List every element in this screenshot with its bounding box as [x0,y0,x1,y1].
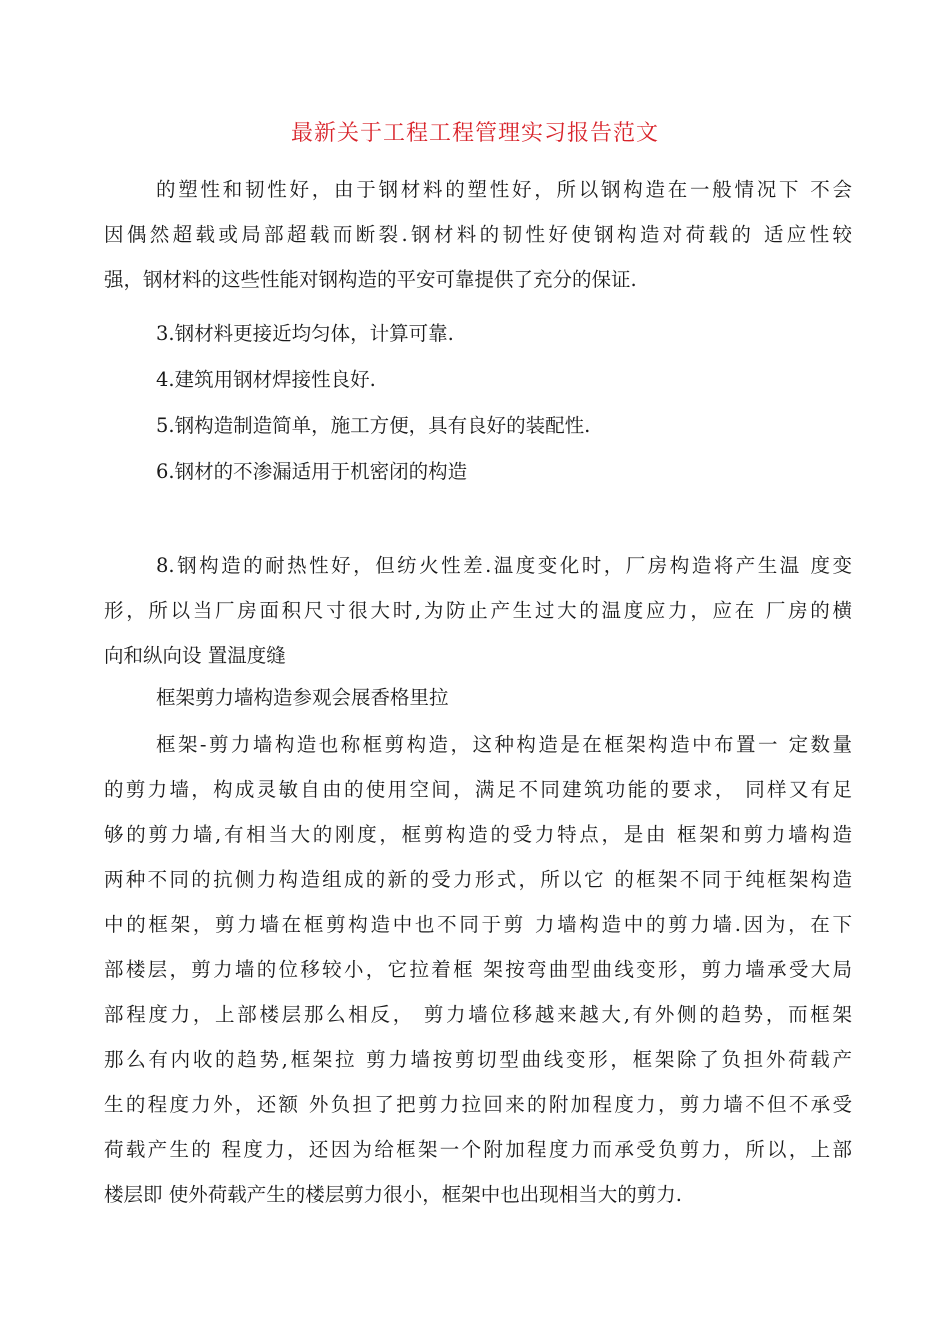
paragraph-frame-shear-wall [104,722,852,1217]
text-line: 够的剪力墙,有相当大的刚度，框剪构造的受力特点，是由 框架和剪力墙构造 [104,823,852,846]
text-line: 部楼层，剪力墙的位移较小，它拉着框 架按弯曲型曲线变形，剪力墙承受大局 [104,958,852,981]
text-line: 向和纵向设 置温度缝 [104,644,286,667]
text-line: 形，所以当厂房面积尺寸很大时,为防止产生过大的温度应力，应在 厂房的横 [104,599,852,622]
text-line: 楼层即 使外荷载产生的楼层剪力很小，框架中也出现相当大的剪力. [104,1183,682,1206]
paragraph-ductility [104,167,852,302]
text-line: 的剪力墙，构成灵敏自由的使用空间，满足不同建筑功能的要求， 同样又有足 [104,778,852,801]
text-line: 8.钢构造的耐热性好，但纺火性差.温度变化时，厂房构造将产生温 度变 [156,554,852,577]
text-line: 两种不同的抗侧力构造组成的新的受力形式，所以它 的框架不同于纯框架构造 [104,868,852,891]
list-item-3: 3.钢材料更接近均匀体，计算可靠. [156,322,454,345]
section-heading: 框架剪力墙构造参观会展香格里拉 [156,686,449,709]
list-item-4: 4.建筑用钢材焊接性良好. [156,368,376,391]
list-item-6: 6.钢材的不渗漏适用于机密闭的构造 [156,460,468,483]
text-line: 强，钢材料的这些性能对钢构造的平安可靠提供了充分的保证. [104,268,637,291]
paragraph-item-8 [104,543,852,678]
text-line: 部程度力，上部楼层那么相反， 剪力墙位移越来越大,有外侧的趋势，而框架 [104,1003,852,1026]
text-line: 中的框架，剪力墙在框剪构造中也不同于剪 力墙构造中的剪力墙.因为，在下 [104,913,852,936]
text-line: 框架-剪力墙构造也称框剪构造，这种构造是在框架构造中布置一 定数量 [156,733,852,756]
list-item-5: 5.钢构造制造简单，施工方便，具有良好的装配性. [156,414,591,437]
text-line: 生的程度力外，还额 外负担了把剪力拉回来的附加程度力，剪力墙不但不承受 [104,1093,852,1116]
text-line: 那么有内收的趋势,框架拉 剪力墙按剪切型曲线变形，框架除了负担外荷载产 [104,1048,852,1071]
text-line: 的塑性和韧性好，由于钢材料的塑性好，所以钢构造在一般情况下 不会 [156,178,852,201]
text-line: 荷载产生的 程度力，还因为给框架一个附加程度力而承受负剪力，所以，上部 [104,1138,852,1161]
text-line: 因偶然超载或局部超载而断裂.钢材料的韧性好使钢构造对荷载的 适应性较 [104,223,852,246]
document-title: 最新关于工程工程管理实习报告范文 [290,121,659,146]
